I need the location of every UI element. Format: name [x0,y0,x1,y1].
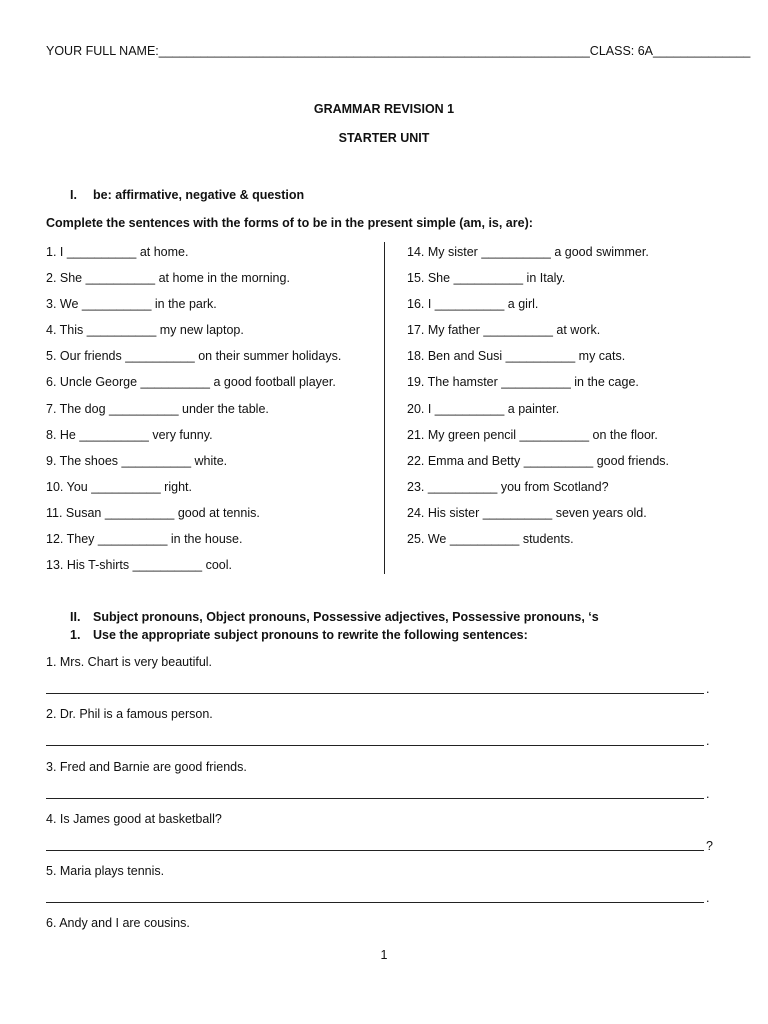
exercise-item: 3. We __________ in the park. [46,297,217,312]
exercise-item: 8. He __________ very funny. [46,427,213,442]
exercise-item: 7. The dog __________ under the table. [46,401,269,416]
exercise-item: 4. This __________ my new laptop. [46,323,244,338]
rewrite-item [46,812,716,864]
exercise-item: 12. They __________ in the house. [46,532,243,547]
exercise-item: 11. Susan __________ good at tennis. [46,505,260,520]
exercise-item: 23. __________ you from Scotland? [407,479,609,494]
exercise-item: 20. I __________ a painter. [407,401,560,416]
subsection-1-heading [70,628,528,642]
exercise-item: 16. I __________ a girl. [407,297,539,312]
class-label: CLASS: 6A [589,44,654,58]
column-divider [384,242,385,574]
section-1-heading [70,188,304,202]
subsection-1-title: Use the appropriate subject pronouns to rewrite the following sentences: [93,628,528,642]
rewrite-item [46,655,716,707]
answer-line[interactable] [46,681,704,694]
exercise-item: 10. You __________ right. [46,479,192,494]
exercise-item: 9. The shoes __________ white. [46,453,228,468]
student-info-line [46,44,750,58]
rewrite-item [46,707,716,759]
rewrite-item [46,760,716,812]
exercise-item: 21. My green pencil __________ on the floor. [407,427,658,442]
exercise-item: 22. Emma and Betty __________ good friends. [407,453,669,468]
answer-line-end-mark: . [706,891,710,906]
subsection-1-number: 1. [70,628,81,642]
section-1-instruction: Complete the sentences with the forms of to be in the present simple (am, is, are): [46,216,533,230]
exercise-column-right [407,243,669,556]
rewrite-sentence: 3. Fred and Barnie are good friends. [46,759,247,774]
answer-line[interactable] [46,838,704,851]
exercise-item: 24. His sister __________ seven years old. [407,505,647,520]
exercise-item: 15. She __________ in Italy. [407,271,566,286]
exercise-item: 25. We __________ students. [407,532,574,547]
answer-line-end-mark: ? [706,838,713,853]
rewrite-item [46,864,716,916]
rewrite-sentence: 4. Is James good at basketball? [46,811,222,826]
name-label: YOUR FULL NAME: [46,44,159,58]
section-2-number: II. [70,610,81,624]
rewrite-sentence: 6. Andy and I are cousins. [46,916,190,931]
answer-line[interactable] [46,786,704,799]
answer-line-end-mark: . [706,786,710,801]
rewrite-sentence: 2. Dr. Phil is a famous person. [46,707,213,722]
answer-line-end-mark: . [706,682,710,696]
exercise-column-left [46,243,341,582]
answer-line[interactable] [46,890,704,903]
exercise-item: 1. I __________ at home. [46,245,189,259]
exercise-item: 2. She __________ at home in the morning. [46,271,290,286]
section-1-title: be: affirmative, negative & question [93,188,305,202]
answer-line[interactable] [46,733,704,746]
page-number: 1 [380,948,388,962]
section-1-number: I. [70,188,77,202]
rewrite-sentence: 5. Maria plays tennis. [46,864,165,879]
rewrite-exercise-list [46,655,716,969]
worksheet-title: GRAMMAR REVISION 1 [313,102,455,116]
answer-line-end-mark: . [706,734,710,749]
exercise-item: 6. Uncle George __________ a good football player. [46,375,336,390]
exercise-item: 17. My father __________ at work. [407,323,601,338]
exercise-item: 18. Ben and Susi __________ my cats. [407,349,626,364]
name-blank: ______________________________________________________________ [158,44,590,58]
exercise-item: 14. My sister __________ a good swimmer. [407,245,649,259]
section-2-title: Subject pronouns, Object pronouns, Possessive adjectives, Possessive pronouns, ‘s [93,610,599,624]
worksheet-subtitle: STARTER UNIT [338,131,430,145]
rewrite-sentence: 1. Mrs. Chart is very beautiful. [46,655,213,669]
exercise-item: 13. His T-shirts __________ cool. [46,558,232,573]
section-2-heading [70,610,599,624]
class-blank: ______________ [653,44,751,58]
exercise-item: 5. Our friends __________ on their summer holidays. [46,349,342,364]
exercise-item: 19. The hamster __________ in the cage. [407,375,639,390]
